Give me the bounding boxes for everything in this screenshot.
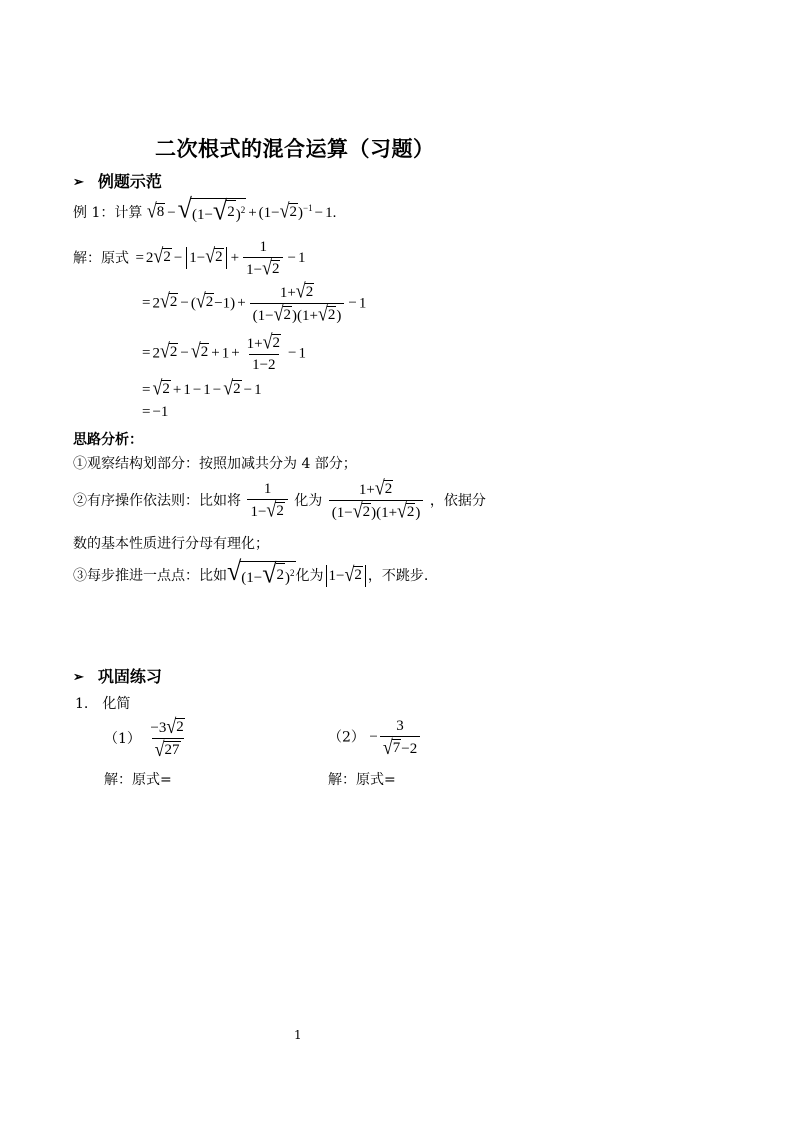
solution-line-3: = 2 √ 2 − √ 2 + 1 + 1+ √ 2 1−2 − 1 [142,330,306,373]
solution-line-2: = 2 √ 2 − ( √ 2 −1) + 1+ √ 2 (1− √ 2 )(1+ √ 2 ) − 1 [142,279,367,326]
arrow-icon: ➢ [73,670,84,685]
analysis-point-2-cont: 数的基本性质进行分母有理化； [73,536,269,552]
analysis-point-1: ①观察结构划部分：按照加减共分为 4 部分； [73,456,357,472]
exercise-item-2: （2） − 3 √ 7 −2 [328,718,422,758]
page-title: 二次根式的混合运算（习题） [155,136,435,161]
section-label: 巩固练习 [97,667,162,686]
section-label: 例题示范 [97,172,162,191]
solution-label: 解：原式 [73,250,129,267]
exercise-item-1: （1） −3 √ 2 √ 27 [104,714,184,761]
example-1 [73,193,337,226]
solution-line-5: = −1 [142,404,169,420]
example-label: 例 1：计算 [73,205,143,221]
exercise-1-heading: 1. 化简 [75,696,131,712]
analysis-point-2: ②有序操作依法则：比如将 1 1− √ 2 化为 1+ √ 2 (1− √ 2 )(1+ √ 2 ) ，依据分 [73,476,486,523]
answer-1: 解：原式= [104,772,172,788]
section-heading-example [73,169,162,192]
answer-2: 解：原式= [328,772,396,788]
solution-line-4: = √ 2 + 1 − 1 − √ 2 − 1 [142,376,262,400]
solution-line-1: 解：原式 = 2 √ 2 − 1− √ 2 + 1 1− √ 2 − 1 [73,239,306,280]
arrow-icon: ➢ [73,175,84,190]
section-heading-practice [73,664,162,687]
page-number: 1 [294,1028,302,1042]
example-expression: √ 8 − √ (1− √ 2 )$^2$ + (1− √ 2 )$^{-1}$ − 1. [146,193,337,226]
analysis-heading: 思路分析： [73,432,143,448]
analysis-point-3: ③每步推进一点点：比如 √ (1− √ 2 )$^2$ 化为 1− √ 2 ，不跳步. [73,556,429,589]
